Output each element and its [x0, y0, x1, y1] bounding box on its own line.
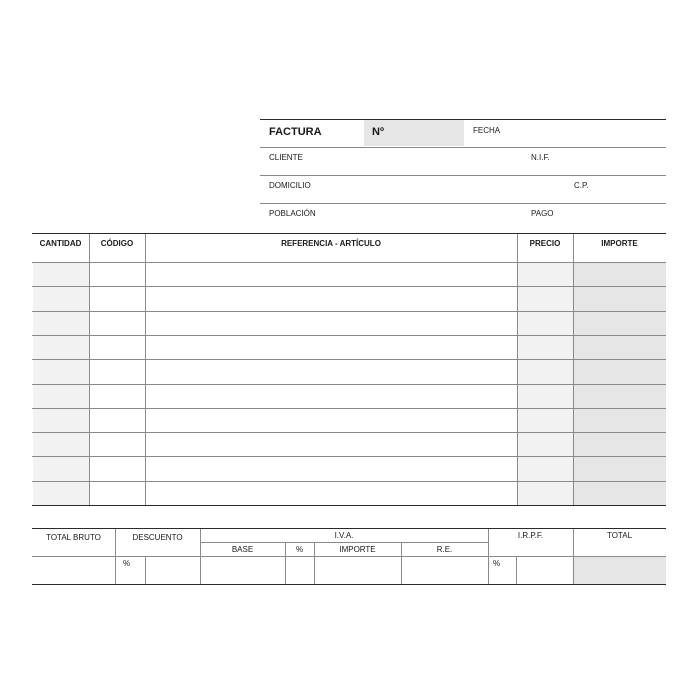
iva-label: I.V.A. — [334, 531, 354, 540]
importe-label: IMPORTE — [339, 545, 376, 554]
totals-mid-rule — [200, 542, 489, 543]
descuento-pct-label: % — [123, 559, 131, 568]
fecha-label: FECHA — [473, 126, 501, 135]
numero-label: Nº — [372, 126, 384, 138]
total-value-field[interactable] — [574, 557, 666, 584]
totals-divider-irpf-pct — [516, 557, 517, 584]
factura-title: FACTURA — [269, 126, 322, 138]
table-row[interactable] — [32, 359, 666, 360]
items-col-divider-2 — [145, 234, 146, 505]
items-col-divider-1 — [89, 234, 90, 505]
items-col-divider-4 — [573, 234, 574, 505]
pago-label: PAGO — [531, 209, 554, 218]
totals-row-rule — [32, 556, 666, 557]
totals-bottom-rule — [32, 584, 666, 585]
col-header-precio: PRECIO — [529, 239, 561, 248]
nif-label: N.I.F. — [531, 153, 550, 162]
table-row[interactable] — [32, 432, 666, 433]
header-top-rule — [260, 119, 666, 120]
iva-pct-label: % — [295, 545, 304, 554]
col-header-cantidad: CANTIDAD — [39, 239, 82, 248]
irpf-pct-label: % — [493, 559, 501, 568]
col-header-codigo: CÓDIGO — [100, 239, 134, 248]
total-label: TOTAL — [606, 531, 633, 540]
header-rule-2 — [260, 175, 666, 176]
base-label: BASE — [231, 545, 254, 554]
descuento-label: DESCUENTO — [132, 533, 183, 542]
table-row[interactable] — [32, 408, 666, 409]
totals-divider-desc-pct — [145, 557, 146, 584]
header-rule-1 — [260, 147, 666, 148]
re-label: R.E. — [436, 545, 453, 554]
domicilio-label: DOMICILIO — [269, 181, 311, 190]
table-row[interactable] — [32, 335, 666, 336]
table-row[interactable] — [32, 262, 666, 263]
poblacion-label: POBLACIÓN — [269, 209, 316, 218]
totals-top-rule — [32, 528, 666, 529]
table-row[interactable] — [32, 481, 666, 482]
irpf-label: I.R.P.F. — [517, 531, 544, 540]
col-header-referencia: REFERENCIA - ARTÍCULO — [281, 239, 381, 248]
items-col-divider-3 — [517, 234, 518, 505]
table-row[interactable] — [32, 311, 666, 312]
table-row[interactable] — [32, 384, 666, 385]
total-bruto-label: TOTAL BRUTO — [46, 533, 101, 542]
items-bottom-rule — [32, 505, 666, 506]
table-row[interactable] — [32, 456, 666, 457]
col-header-importe: IMPORTE — [601, 239, 638, 248]
header-rule-3 — [260, 203, 666, 204]
cliente-label: CLIENTE — [269, 153, 303, 162]
cp-label: C.P. — [574, 181, 589, 190]
items-top-rule — [32, 233, 666, 234]
table-row[interactable] — [32, 286, 666, 287]
